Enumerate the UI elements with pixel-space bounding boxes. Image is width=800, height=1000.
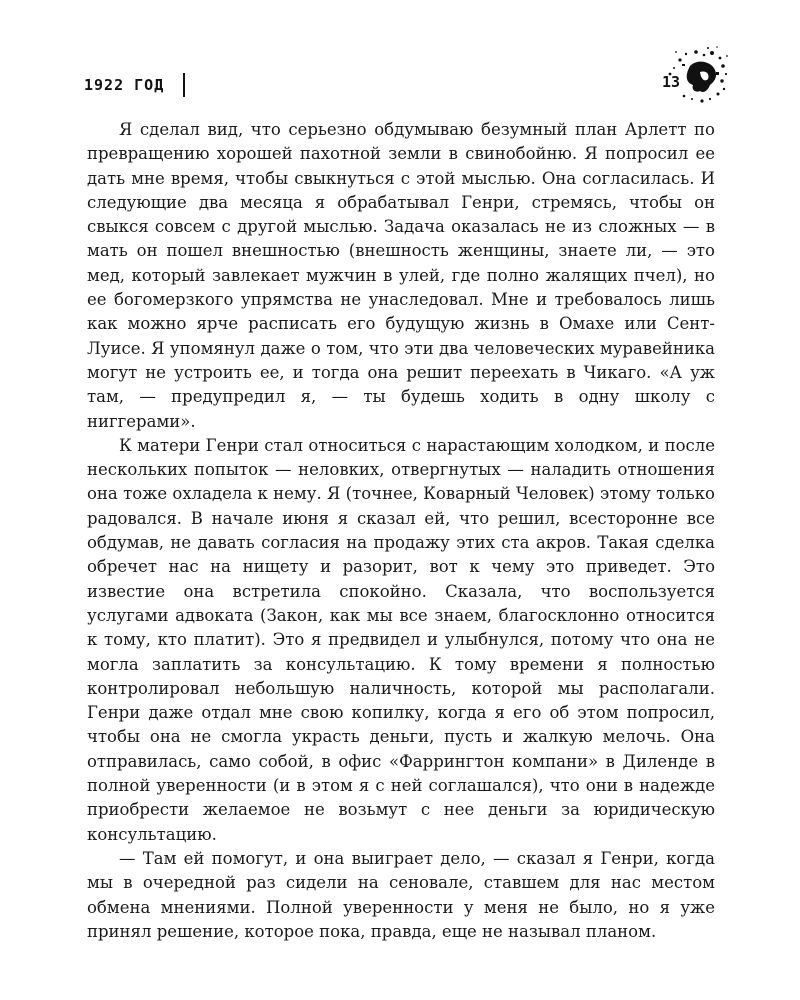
page-number: 13	[662, 73, 681, 91]
page-header	[84, 66, 730, 106]
body-text	[87, 118, 715, 944]
running-title: 1922 ГОД	[84, 76, 165, 94]
header-divider	[183, 73, 185, 97]
page-number-block	[660, 44, 730, 106]
paragraph: — Там ей помогут, и она выиграет дело, — сказал я Генри, когда мы в очередной раз сидели на сеновале, ставшем для нас местом обмена мнениями. Полной уверенности у меня не было, но я уже принял решение, которое пока, правда, еще не называл планом.	[87, 848, 715, 941]
paragraph: К матери Генри стал относиться с нарастающим холодком, и после нескольких попыток — неловких, отвергнутых — наладить отношения она тоже охладела к нему. Я (точнее, Коварный Человек) этому только радовался. В начале июня я сказал ей, что решил, всесторонне все обдумав, не давать согласия на продажу этих ста акров. Такая сделка обречет нас на нищету и разорит, вот к чему это приведет. Это известие она встретила спокойно. Сказала, что воспользуется услугами адвоката (Закон, как мы все знаем, благосклонно относится к тому, кто платит). Это я предвидел и улыбнулся, потому что она не могла заплатить за консультацию. К тому времени я полностью контролировал небольшую наличность, которой мы располагали. Генри даже отдал мне свою копилку, когда я его об этом попросил, чтобы она не смогла украсть деньги, пусть и жалкую мелочь. Она отправилась, само собой, в офис «Фаррингтон компани» в Диленде в полной уверенности (и в этом я с ней соглашался), что они в надежде приобрести желаемое не возьмут с нее деньги за юридическую консультацию.	[87, 435, 715, 844]
paragraph: Я сделал вид, что серьезно обдумываю безумный план Арлетт по превращению хорошей пахотной земли в свинобойню. Я попросил ее дать мне время, чтобы свыкнуться с этой мыслью. Она согласилась. И следующие два месяца я обрабатывал Генри, стремясь, чтобы он свыкся совсем с другой мыслью. Задача оказалась не из сложных — в мать он пошел внешностью (внешность женщины, знаете ли, — это мед, который завлекает мужчин в улей, где полно жалящих пчел), но ее богомерзкого упрямства не унаследовал. Мне и требовалось лишь как можно ярче расписать его будущую жизнь в Омахе или Сент-Луисе. Я упомянул даже о том, что эти два человеческих муравейника могут не устроить ее, и тогда она решит переехать в Чикаго. «А уж там, — предупредил я, — ты будешь ходить в одну школу с ниггерами».	[87, 120, 715, 431]
